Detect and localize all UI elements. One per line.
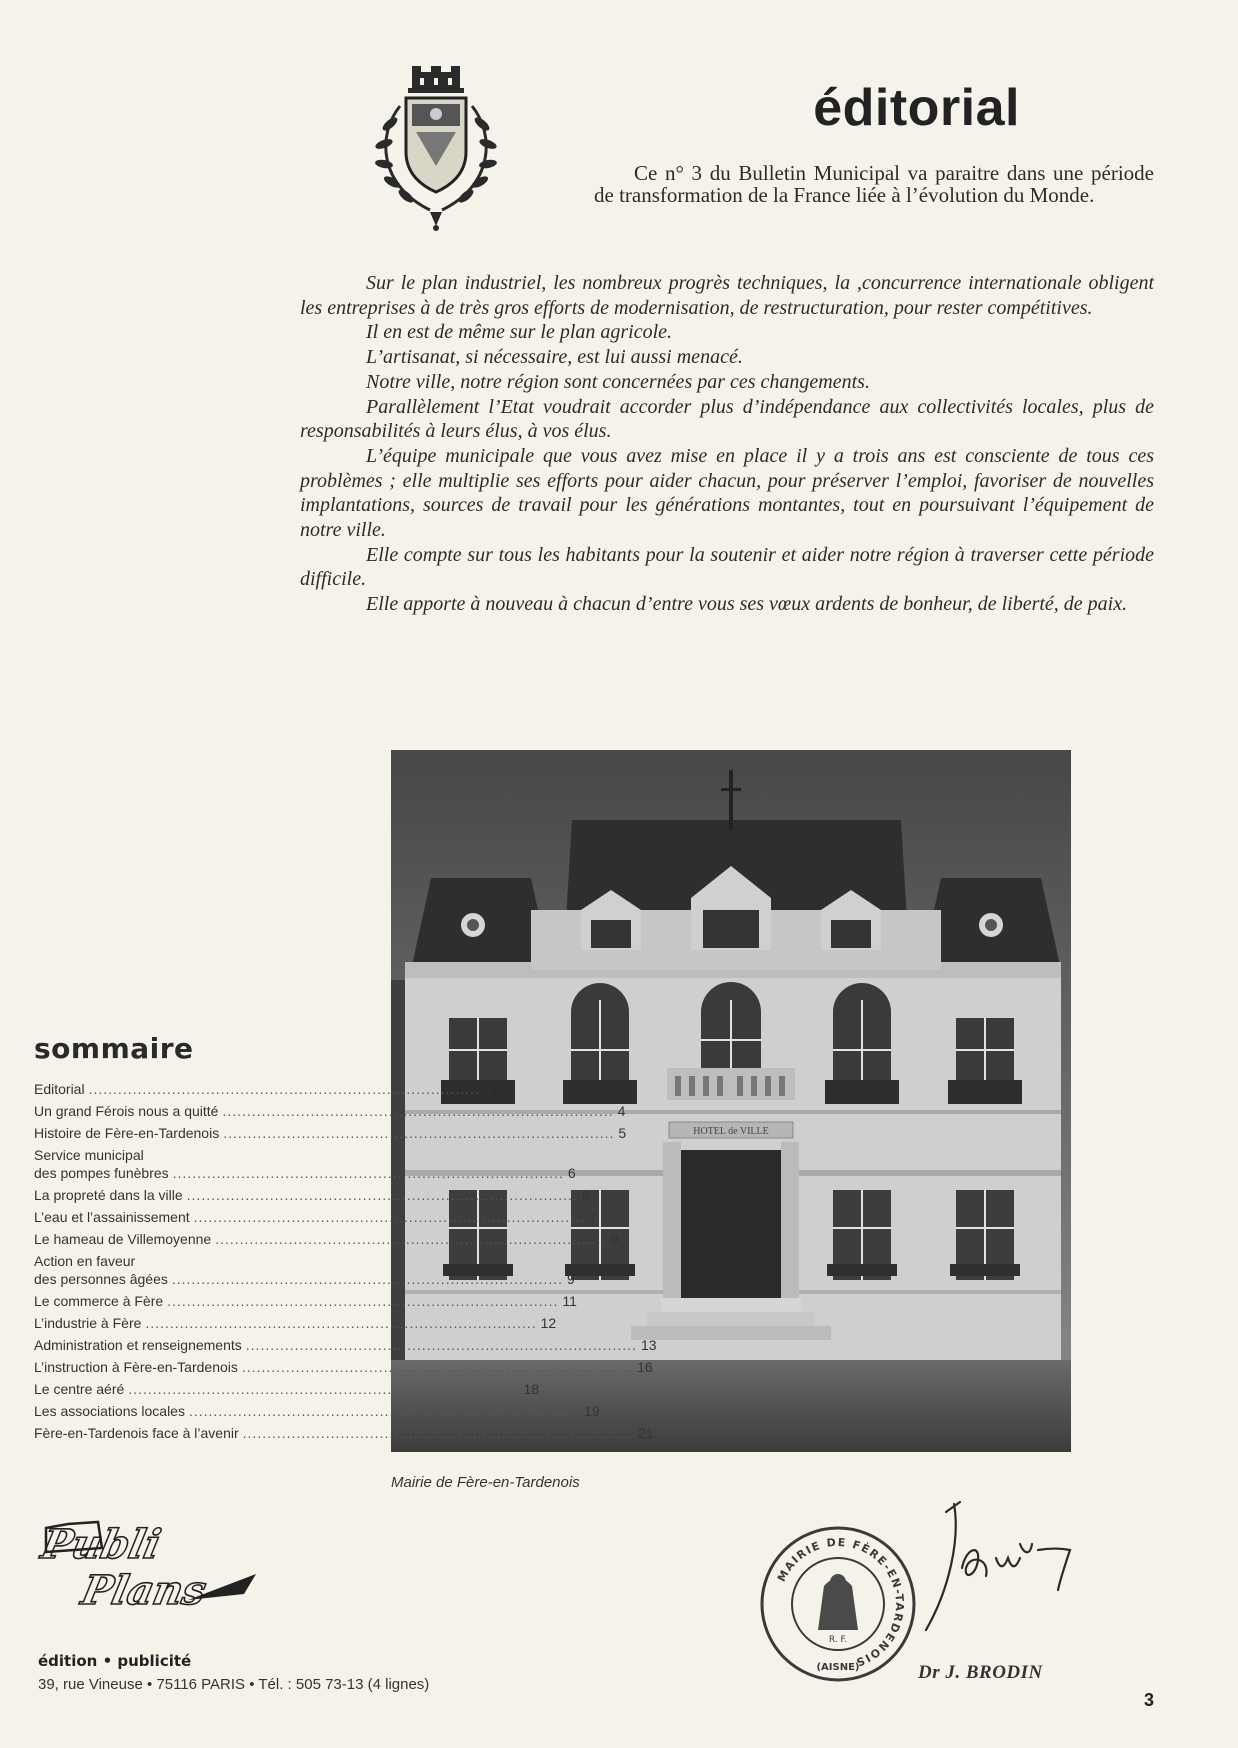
toc-page-number: 9 (567, 1271, 575, 1287)
publisher-address: 39, rue Vineuse • 75116 PARIS • Tél. : 505 73-13 (4 lignes) (38, 1676, 430, 1693)
toc-entry[interactable] (34, 1290, 577, 1312)
page-title: éditorial (813, 79, 1020, 137)
toc-leader-dots: ................................................................................ (88, 1081, 480, 1097)
toc-entry[interactable] (34, 1356, 653, 1378)
toc-row (34, 1146, 304, 1164)
toc-page-number: 13 (640, 1337, 657, 1353)
page-number: 3 (1144, 1690, 1155, 1710)
toc-leader-dots: ................................................................................ (222, 1103, 614, 1119)
toc-leader-dots: ................................................................................ (167, 1293, 559, 1309)
toc-page-number: 6 (581, 1187, 590, 1203)
toc-row (34, 1228, 619, 1250)
toc-row (34, 1164, 576, 1182)
toc-row (34, 1122, 627, 1144)
toc-label: des personnes âgées (34, 1271, 168, 1287)
toc-label: Le commerce à Fère (34, 1293, 164, 1309)
publiplans-logo (38, 1518, 260, 1614)
toc-row (34, 1270, 575, 1288)
toc-entry[interactable] (34, 1184, 590, 1206)
toc-label: Un grand Férois nous a quitté (34, 1103, 219, 1119)
toc-entry[interactable] (34, 1312, 557, 1334)
toc-label: des pompes funèbres (34, 1165, 169, 1181)
toc-row (34, 1252, 304, 1270)
toc-entry[interactable] (34, 1122, 627, 1144)
toc-entry[interactable] (34, 1422, 654, 1444)
coat-of-arms-logo (360, 66, 512, 232)
town-hall-sign: HOTEL de VILLE (693, 1126, 769, 1137)
toc-leader-dots: ................................................................................ (193, 1209, 585, 1225)
toc-entry[interactable] (34, 1250, 575, 1290)
stamp-center: R. F. (828, 1635, 848, 1645)
toc-entry[interactable] (34, 1400, 600, 1422)
toc-leader-dots: ................................................................................ (223, 1125, 615, 1141)
toc-label: L’industrie à Fère (34, 1315, 142, 1331)
toc-page-number: 21 (637, 1425, 654, 1441)
toc-label: Le centre aéré (34, 1381, 125, 1397)
body-paragraph: Notre ville, notre région sont concernées par ces changements. (366, 370, 870, 393)
toc-leader-dots: ................................................................................ (172, 1165, 564, 1181)
toc-page-number: 19 (584, 1403, 600, 1419)
toc-row (34, 1356, 653, 1378)
body-paragraph: Il en est de même sur le plan agricole. (366, 321, 673, 344)
mairie-stamp (758, 1524, 918, 1684)
toc-row (34, 1378, 540, 1400)
toc-entry[interactable] (34, 1144, 576, 1184)
toc-leader-dots: ................................................................................ (145, 1315, 537, 1331)
toc-entry[interactable] (34, 1078, 492, 1100)
toc-label: Le hameau de Villemoyenne (34, 1231, 212, 1247)
toc-label: Les associations locales (34, 1403, 185, 1419)
toc-page-number: 4 (617, 1103, 626, 1119)
sommaire-title: sommaire (34, 1032, 194, 1065)
toc-page-number: 9 (610, 1231, 619, 1247)
toc-row (34, 1422, 654, 1444)
toc-entry[interactable] (34, 1378, 540, 1400)
toc-label: Service municipal (34, 1147, 144, 1163)
intro-paragraph (594, 162, 1154, 206)
toc-row (34, 1290, 577, 1312)
toc-leader-dots: ................................................................................ (171, 1271, 564, 1287)
toc-page-number: 3 (483, 1081, 492, 1097)
toc-label: L’instruction à Fère-en-Tardenois (34, 1359, 238, 1375)
toc-page-number: 11 (562, 1293, 577, 1309)
body-paragraph: Elle compte sur tous les habitants pour la soutenir et aider notre région à traverser cette période difficile. (300, 543, 1154, 591)
toc-entry[interactable] (34, 1228, 619, 1250)
toc-label: La propreté dans la ville (34, 1187, 183, 1203)
toc-label: Administration et renseignements (34, 1337, 242, 1353)
logo-line1: Publi (37, 1520, 165, 1568)
intro-text: Ce n° 3 du Bulletin Municipal va paraitre dans une période de transformation de la France liée à l’évolution du Monde. (594, 161, 1154, 207)
body-paragraph: L’artisanat, si nécessaire, est lui aussi menacé. (366, 346, 743, 369)
toc-row (34, 1334, 657, 1356)
toc-row (34, 1312, 557, 1334)
toc-page-number: 6 (567, 1165, 576, 1181)
signer-name: Dr J. BRODIN (918, 1662, 1043, 1683)
toc-row (34, 1400, 600, 1422)
toc-label: L’eau et l’assainissement (34, 1209, 190, 1225)
toc-label: Fère-en-Tardenois face à l’avenir (34, 1425, 239, 1441)
toc-row (34, 1100, 626, 1122)
toc-row (34, 1078, 492, 1100)
stamp-ring-text: MAIRIE DE FÈRE-EN-TARDENOIS (774, 1535, 907, 1670)
photo-caption: Mairie de Fère-en-Tardenois (391, 1474, 580, 1491)
toc-leader-dots: ................................................................................ (215, 1231, 607, 1247)
toc-row (34, 1184, 590, 1206)
editorial-body (300, 271, 1154, 617)
body-paragraph: L’équipe municipale que vous avez mise en place il y a trois ans est consciente de tous ces problèmes ; elle multiplie ses efforts pour aider chacun, pour préserver l’emploi, favoriser de nouvelles implantations, sources de travail pour les générations montantes, tout en poursuivant l’équipement de notre ville. (300, 444, 1154, 542)
toc-leader-dots: ................................................................................ (186, 1187, 578, 1203)
toc-leader-dots: ................................................................................ (128, 1381, 520, 1397)
body-paragraph: Sur le plan industriel, les nombreux progrès techniques, la ,concurrence internationale obligent les entreprises à de très gros efforts de modernisation, de restructuration, pour rester compétitives. (300, 272, 1154, 319)
toc-entry[interactable] (34, 1206, 597, 1228)
publisher-tagline: édition • publicité (38, 1652, 192, 1670)
toc-leader-dots: ................................................................................ (242, 1425, 634, 1441)
toc-page-number: 12 (540, 1315, 557, 1331)
toc-entry[interactable] (34, 1334, 657, 1356)
toc-page-number: 18 (523, 1381, 540, 1397)
toc-row (34, 1206, 597, 1228)
body-paragraph: Elle apporte à nouveau à chacun d’entre vous ses vœux ardents de bonheur, de liberté, de paix. (366, 593, 1128, 616)
toc-page-number: 5 (618, 1125, 627, 1141)
table-of-contents (34, 1078, 657, 1444)
toc-leader-dots: ................................................................................ (245, 1337, 637, 1353)
toc-label: Histoire de Fère-en-Tardenois (34, 1125, 220, 1141)
toc-label: Action en faveur (34, 1253, 136, 1269)
signature (920, 1498, 1090, 1648)
toc-leader-dots: ................................................................................ (241, 1359, 634, 1375)
logo-line2: Plans (77, 1566, 211, 1614)
toc-page-number: 7 (588, 1209, 597, 1225)
body-paragraph: Parallèlement l’Etat voudrait accorder plus d’indépendance aux collectivités locales, plus de responsabilités à leurs élus, à vos élus. (300, 395, 1154, 443)
toc-leader-dots: ................................................................................ (188, 1403, 581, 1419)
stamp-bottom: (AISNE) (816, 1662, 860, 1673)
toc-page-number: 16 (637, 1359, 653, 1375)
toc-label: Editorial (34, 1081, 85, 1097)
toc-entry[interactable] (34, 1100, 626, 1122)
